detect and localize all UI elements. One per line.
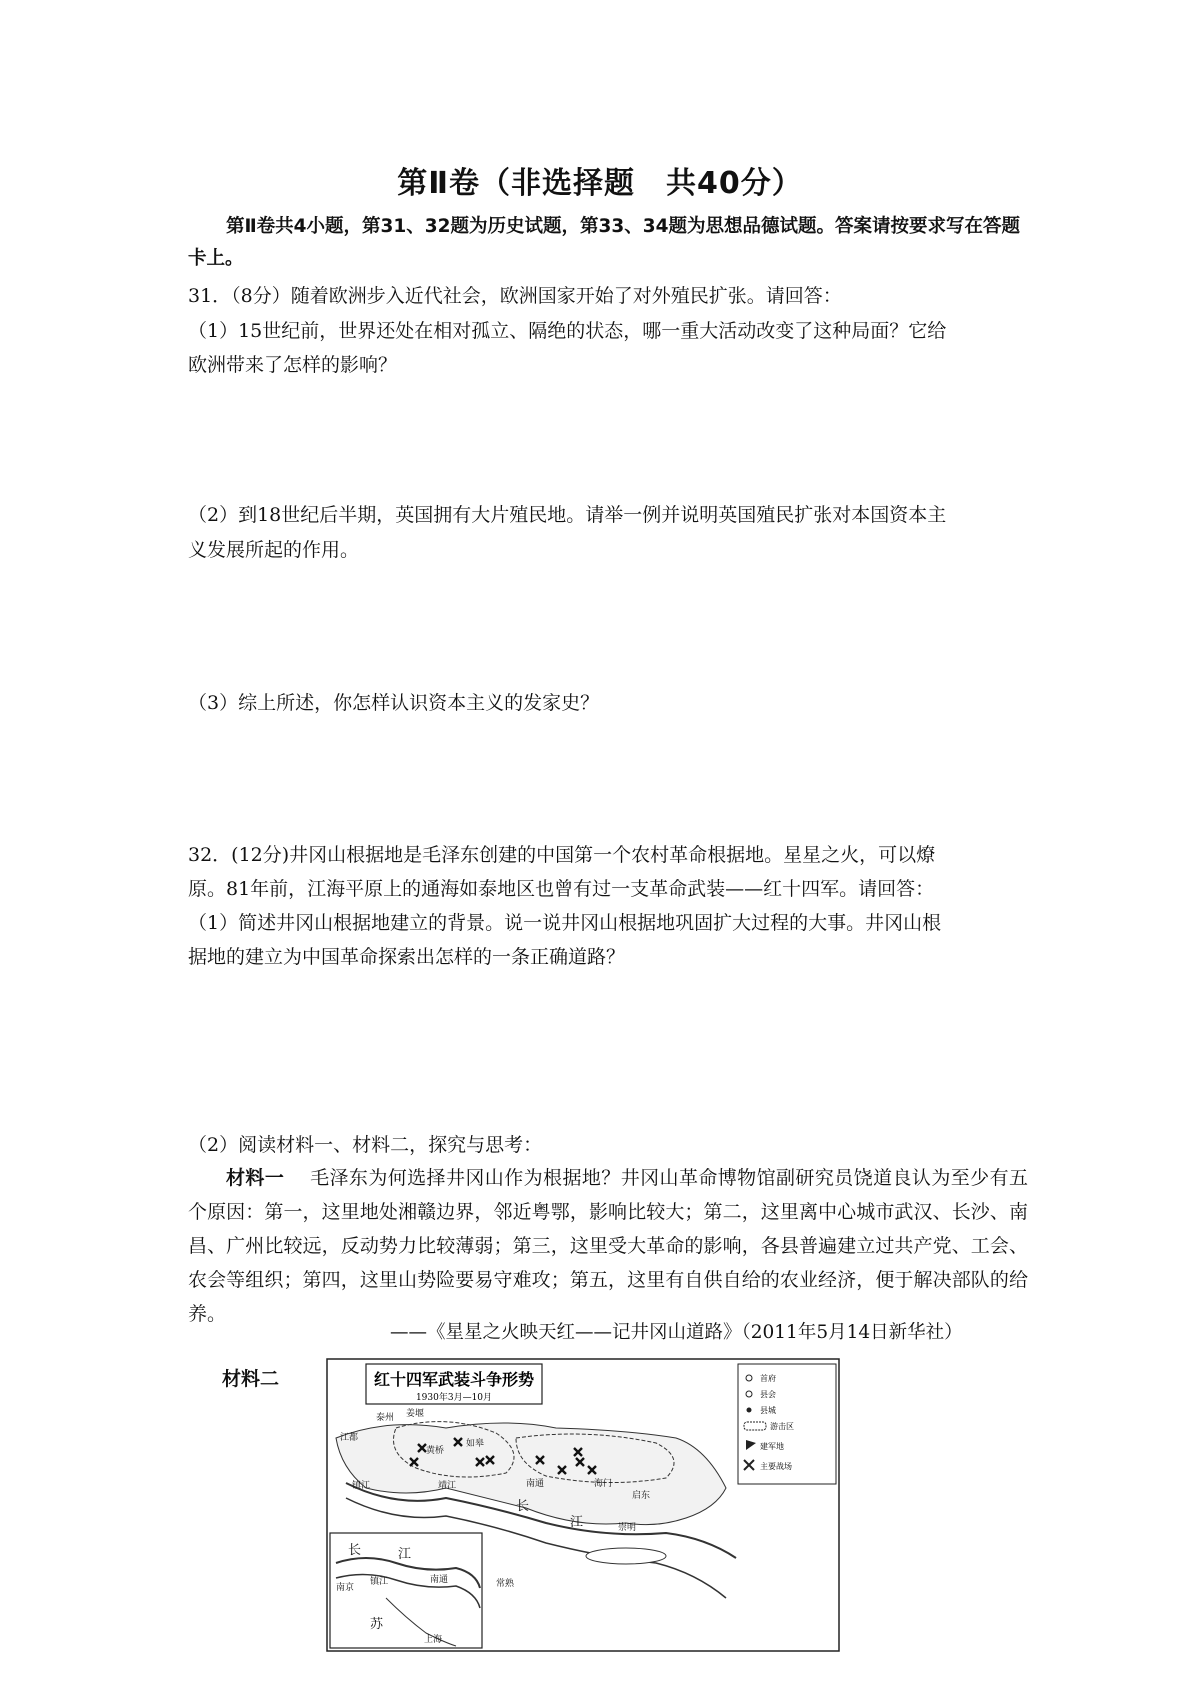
place-zhenjiang: 镇江	[352, 1481, 371, 1491]
legend-city-symbol	[747, 1408, 752, 1413]
page-title: 第Ⅱ卷（非选择题 共40分）	[397, 166, 803, 201]
place-chongming: 崇明	[618, 1523, 637, 1533]
inset-jiang: 江	[398, 1547, 412, 1562]
q32-part1-line1: （1）简述井冈山根据地建立的背景。说一说井冈山根据地巩固扩大过程的大事。井冈山根	[188, 912, 942, 934]
q31-part2-line1: （2）到18世纪后半期，英国拥有大片殖民地。请举一例并说明英国殖民扩张对本国资本主	[188, 504, 947, 526]
legend-battle: 主要战场	[760, 1462, 792, 1471]
place-changshu: 常熟	[496, 1579, 515, 1589]
place-taizhou: 泰州	[376, 1413, 395, 1423]
q31-stem: 31．（8分）随着欧洲步入近代社会，欧洲国家开始了对外殖民扩张。请回答：	[188, 285, 842, 307]
material-one-label: 材料一	[226, 1167, 285, 1189]
place-huangqiao: 黄桥	[426, 1446, 445, 1456]
inset-su: 苏	[370, 1617, 384, 1632]
section-instructions: 第Ⅱ卷共4小题，第31、32题为历史试题，第33、34题为思想品德试题。答案请按要求写在答题卡上。	[188, 216, 1021, 269]
legend-guerrilla: 游击区	[770, 1422, 794, 1431]
map-chongming-island	[586, 1548, 666, 1564]
material-one-text: 毛泽东为何选择井冈山作为根据地？井冈山革命博物馆副研究员饶道良认为至少有五个原因：第一，这里地处湘赣边界，邻近粤鄂，影响比较大；第二，这里离中心城市武汉、长沙、南昌、广州比较远，反动势力比较薄弱；第三，这里受大革命的影响，各县普遍建立过共产党、工会、农会等组织；第四，这里山势险要易守难攻；第五，这里有自供自给的农业经济，便于解决部队的给养。	[188, 1167, 1028, 1325]
place-nantong: 南通	[526, 1479, 545, 1489]
q31-part1-line2: 欧洲带来了怎样的影响？	[188, 354, 398, 376]
material-one-source: ——《星星之火映天红——记井冈山道路》（2011年5月14日新华社）	[390, 1322, 963, 1343]
inset-chang: 长	[348, 1543, 362, 1558]
place-qidong: 启东	[632, 1491, 651, 1501]
inset-nanjing: 南京	[336, 1583, 355, 1593]
map-subtitle: 1930年3月—10月	[415, 1393, 493, 1403]
place-jiang: 江	[570, 1515, 584, 1530]
material-one	[188, 1161, 1028, 1331]
q31-part1-line1: （1）15世纪前，世界还处在相对孤立、隔绝的状态，哪一重大活动改变了这种局面？它给	[188, 320, 947, 342]
place-jingjiang: 靖江	[438, 1481, 457, 1491]
place-jiangyan: 姜堰	[406, 1409, 425, 1419]
q32-part1-line2: 据地的建立为中国革命探索出怎样的一条正确道路？	[188, 946, 626, 968]
place-rugao: 如皋	[466, 1439, 485, 1449]
place-chang: 长	[516, 1499, 530, 1514]
legend-county: 县会	[760, 1390, 776, 1399]
place-haimen: 海门	[594, 1479, 613, 1489]
q31-part2-line2: 义发展所起的作用。	[188, 539, 360, 561]
q32-stem-line2: 原。81年前，江海平原上的通海如泰地区也曾有过一支革命武装——红十四军。请回答：	[188, 878, 935, 900]
legend-capital: 首府	[760, 1374, 776, 1383]
q32-stem-line1: 32．(12分)井冈山根据地是毛泽东创建的中国第一个农村革命根据地。星星之火，可以燎	[188, 844, 936, 866]
inset-zhenjiang: 镇江	[370, 1577, 389, 1587]
q31-part3: （3）综上所述，你怎样认识资本主义的发家史？	[188, 692, 600, 714]
legend-city: 县城	[760, 1406, 776, 1415]
map-title: 红十四军武装斗争形势	[373, 1370, 535, 1389]
place-jiangdu: 江都	[340, 1433, 359, 1443]
material-two-label: 材料二	[222, 1368, 280, 1390]
inset-shanghai: 上海	[424, 1635, 443, 1645]
red-14th-army-map	[326, 1358, 840, 1652]
legend-base: 建军地	[760, 1442, 784, 1451]
inset-nantong: 南通	[430, 1575, 449, 1585]
q32-part2: （2）阅读材料一、材料二，探究与思考：	[188, 1134, 543, 1156]
